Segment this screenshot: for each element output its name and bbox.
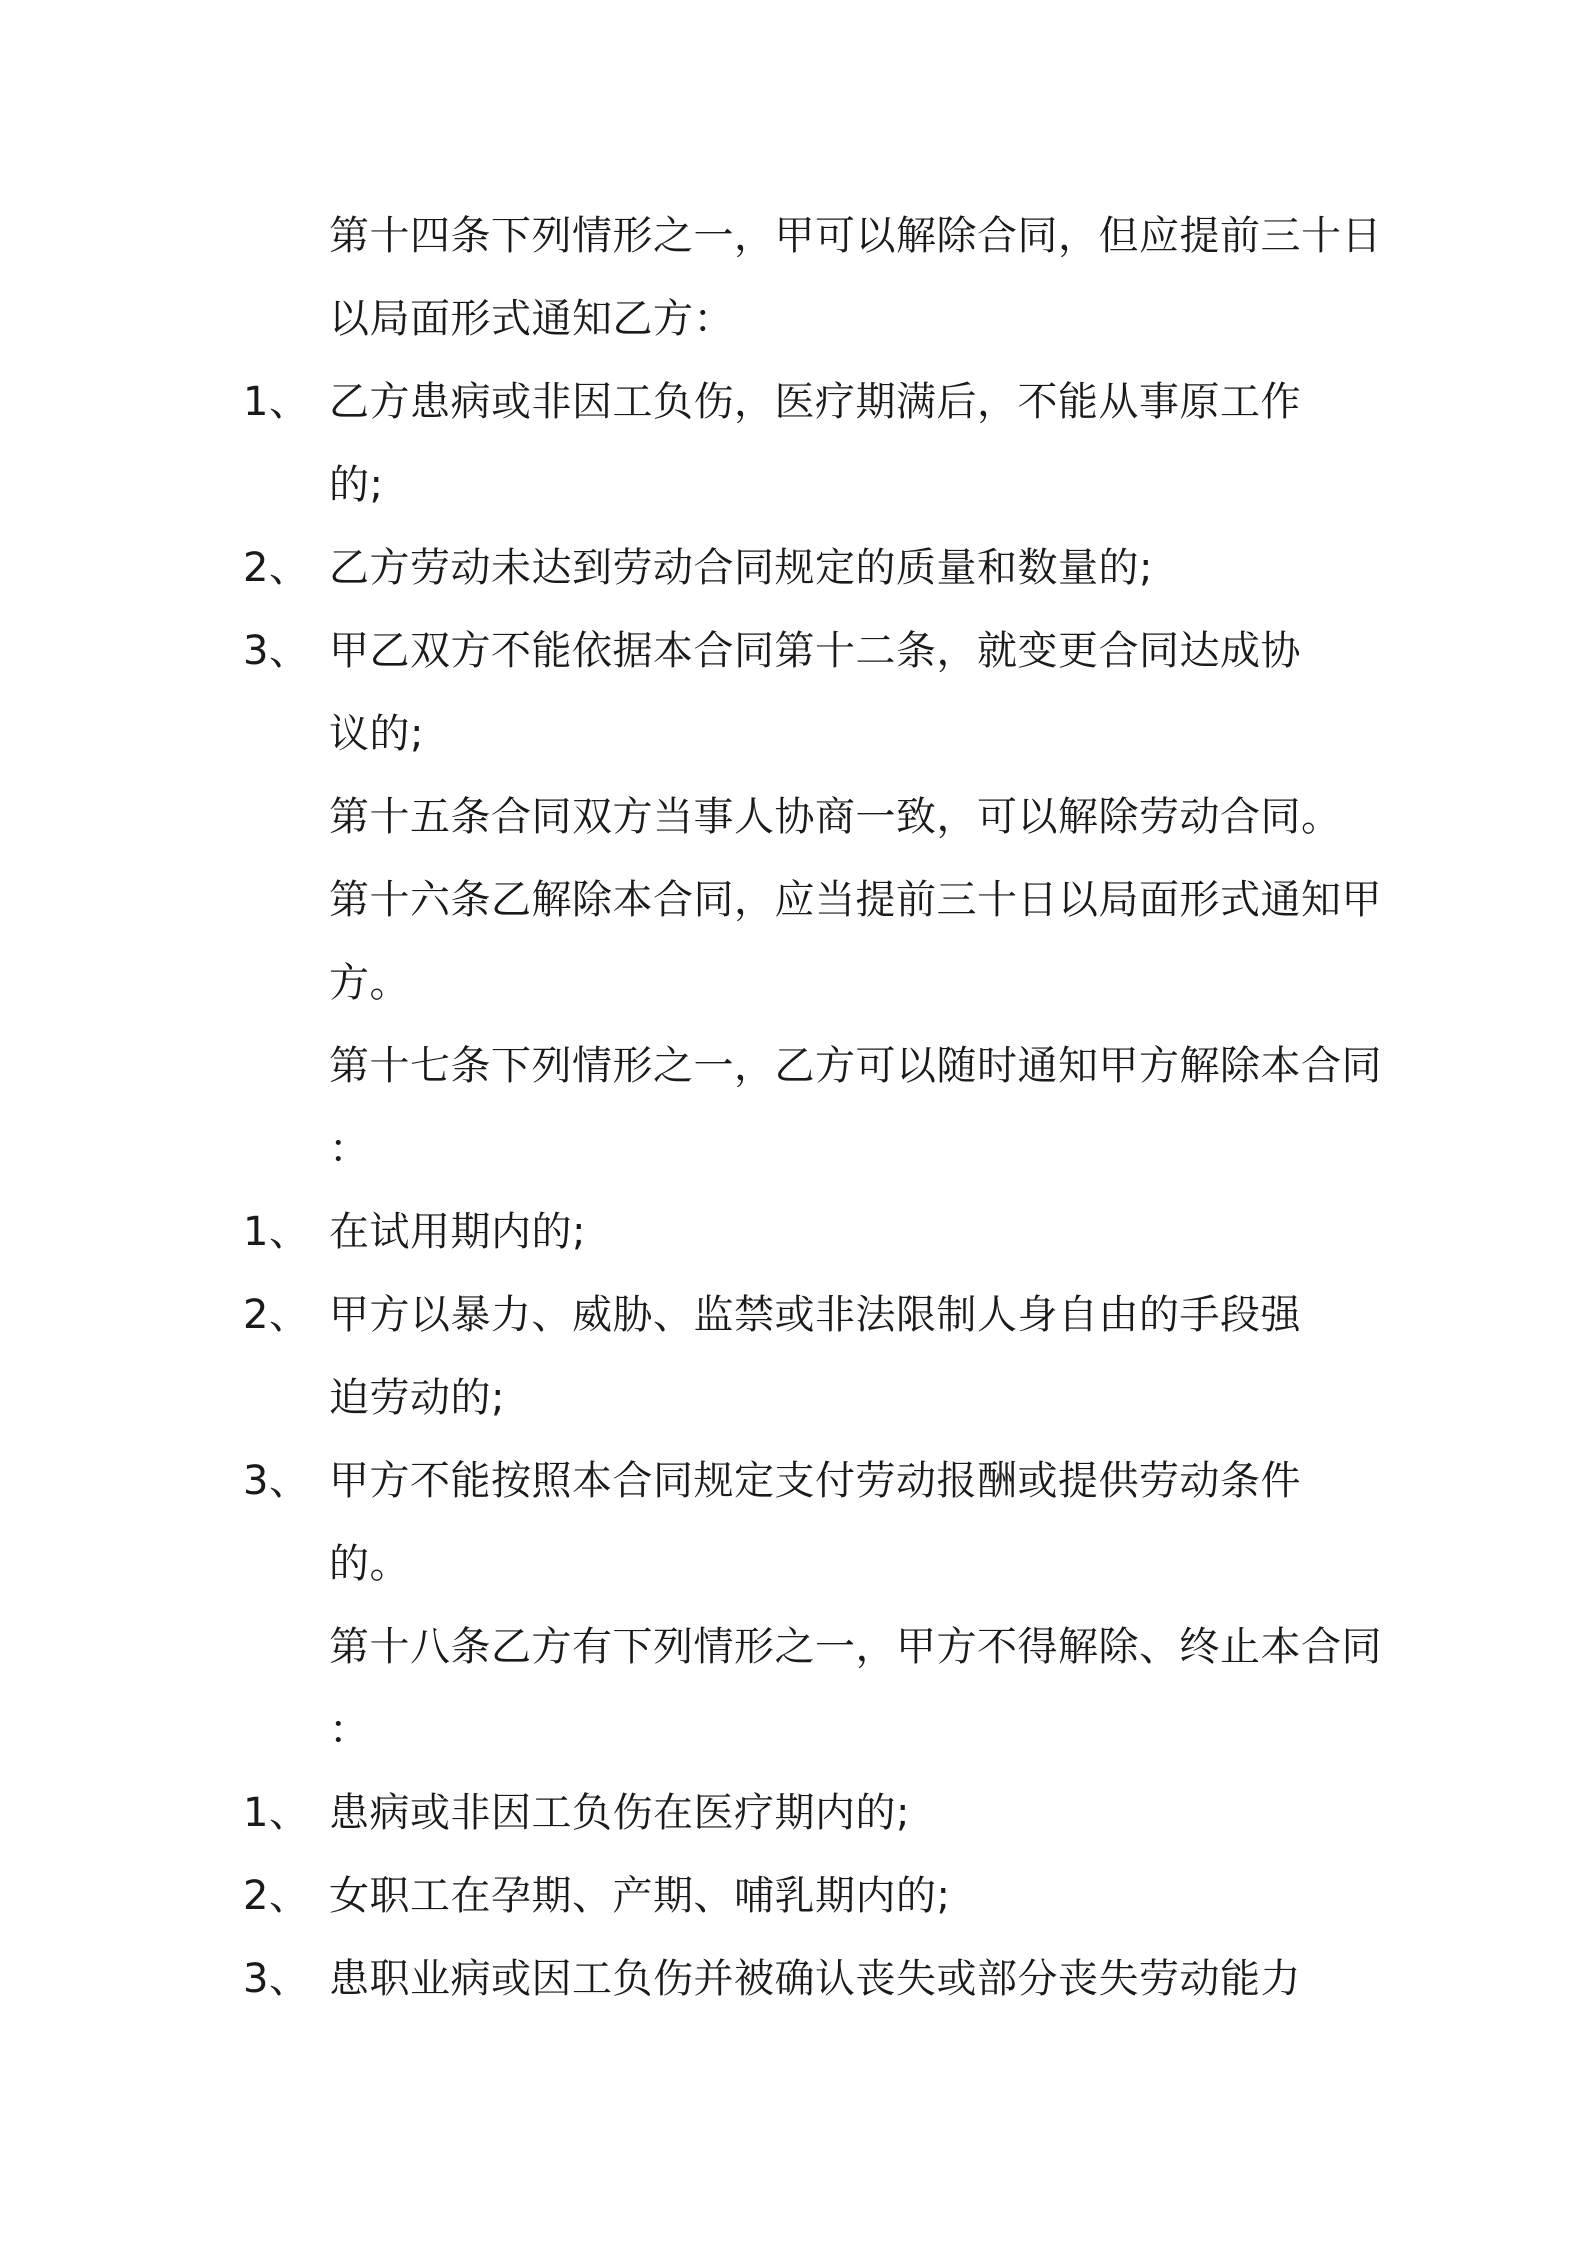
line-text: 第十四条下列情形之一，甲可以解除合同，但应提前三十日 (329, 213, 1382, 259)
text-line (243, 610, 1363, 693)
line-text: ： (329, 1707, 370, 1753)
item-number: 2、 (243, 545, 310, 591)
text-line (243, 1440, 1363, 1523)
item-number: 2、 (243, 1292, 310, 1338)
line-text: 第十六条乙解除本合同，应当提前三十日以局面形式通知甲 (329, 877, 1382, 923)
line-text: 议的; (329, 711, 424, 757)
line-text: 第十八条乙方有下列情形之一，甲方不得解除、终止本合同 (329, 1624, 1382, 1670)
line-text: 方。 (329, 960, 410, 1006)
item-number: 1、 (243, 1209, 310, 1255)
text-line (243, 1689, 1363, 1772)
contract-text (243, 195, 1382, 2021)
line-text: 迫劳动的; (329, 1375, 505, 1421)
line-text: ： (329, 1126, 370, 1172)
item-number: 1、 (243, 1790, 310, 1836)
line-text: 甲方不能按照本合同规定支付劳动报酬或提供劳动条件 (329, 1458, 1301, 1504)
line-text: 乙方劳动未达到劳动合同规定的质量和数量的; (329, 545, 1153, 591)
text-line (243, 1357, 1363, 1440)
line-text: 第十七条下列情形之一，乙方可以随时通知甲方解除本合同 (329, 1043, 1382, 1089)
text-line (243, 527, 1363, 610)
item-number: 2、 (243, 1873, 310, 1919)
text-line (243, 1025, 1382, 1108)
text-line (243, 361, 1363, 444)
text-line (243, 1606, 1382, 1689)
text-line (243, 1108, 1363, 1191)
line-text: 女职工在孕期、产期、哺乳期内的; (329, 1873, 951, 1919)
item-number: 1、 (243, 379, 310, 425)
line-text: 乙方患病或非因工负伤，医疗期满后，不能从事原工作 (329, 379, 1301, 425)
text-line (243, 1855, 1363, 1938)
line-text: 甲方以暴力、威胁、监禁或非法限制人身自由的手段强 (329, 1292, 1301, 1338)
line-text: 患职业病或因工负伤并被确认丧失或部分丧失劳动能力 (329, 1956, 1301, 2002)
text-line (243, 1938, 1363, 2021)
line-text: 以局面形式通知乙方： (329, 296, 734, 342)
text-line (243, 278, 1363, 361)
item-number: 3、 (243, 628, 310, 674)
text-line (243, 195, 1382, 278)
line-text: 患病或非因工负伤在医疗期内的; (329, 1790, 910, 1836)
text-line (243, 1523, 1363, 1606)
line-text: 的。 (329, 1541, 410, 1587)
text-line (243, 1772, 1363, 1855)
item-number: 3、 (243, 1458, 310, 1504)
text-line (243, 693, 1363, 776)
text-line (243, 444, 1363, 527)
text-line (243, 776, 1363, 859)
line-text: 的; (329, 462, 384, 508)
text-line (243, 1274, 1363, 1357)
item-number: 3、 (243, 1956, 310, 2002)
line-text: 甲乙双方不能依据本合同第十二条，就变更合同达成协 (329, 628, 1301, 674)
line-text: 在试用期内的; (329, 1209, 586, 1255)
text-line (243, 859, 1382, 942)
line-text: 第十五条合同双方当事人协商一致，可以解除劳动合同。 (329, 794, 1342, 840)
text-line (243, 1191, 1363, 1274)
text-line (243, 942, 1363, 1025)
